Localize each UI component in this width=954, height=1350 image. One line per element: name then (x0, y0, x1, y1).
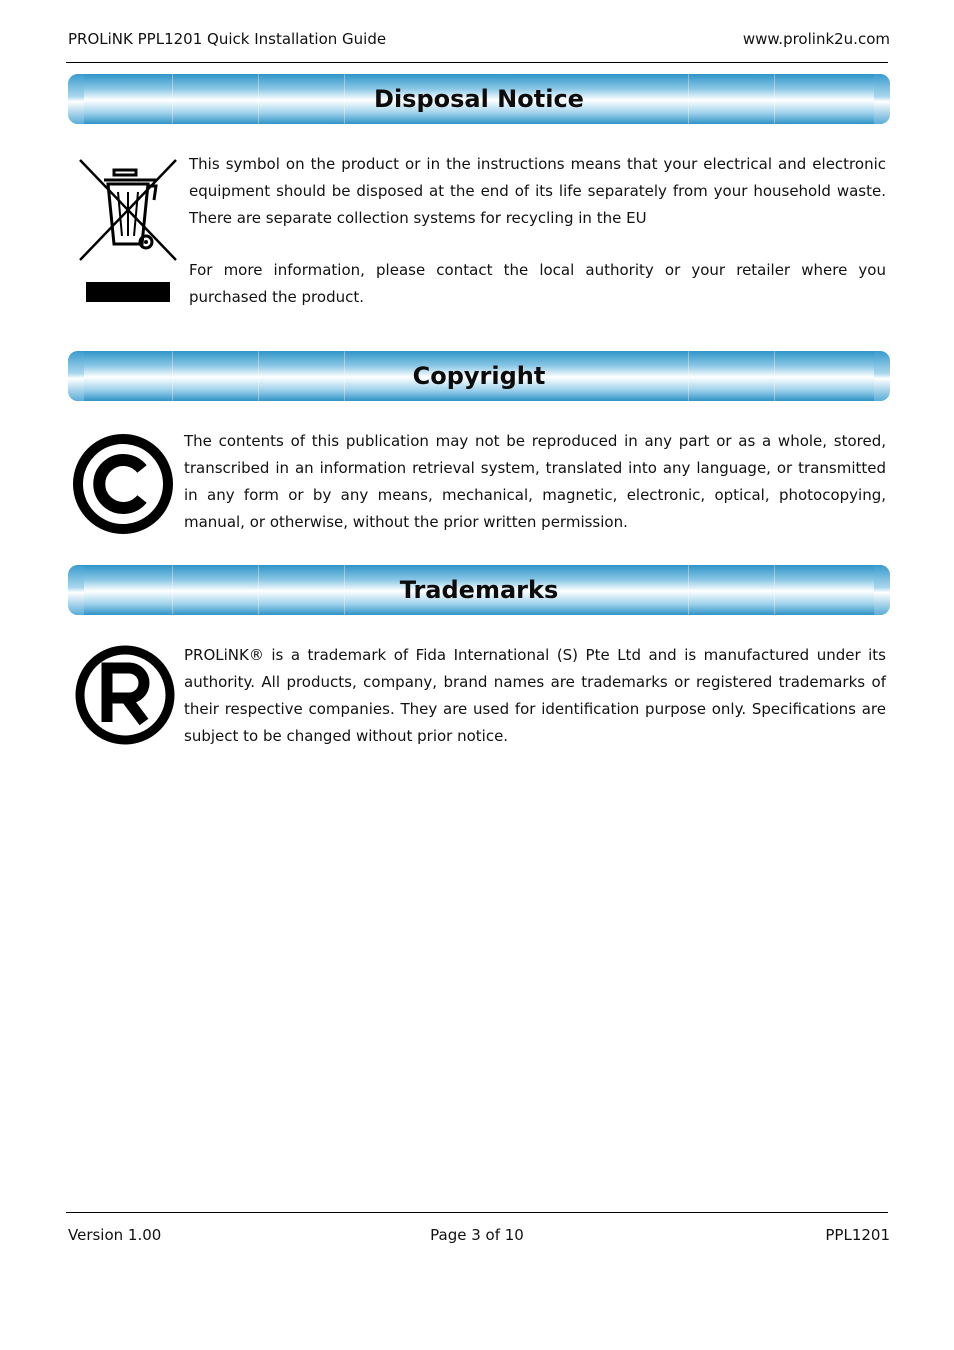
copyright-icon (72, 433, 174, 535)
footer-rule (66, 1212, 888, 1213)
disposal-title: Disposal Notice (374, 85, 584, 113)
registered-trademark-icon (74, 644, 176, 746)
header-rule (66, 62, 888, 63)
footer-version: Version 1.00 (68, 1226, 162, 1244)
trademarks-title: Trademarks (399, 576, 559, 604)
copyright-title: Copyright (412, 362, 546, 390)
footer-model: PPL1201 (825, 1226, 890, 1244)
disposal-paragraph-1: This symbol on the product or in the instructions means that your electrical and electronic equipment should be disposed at the end of its life separately from your household waste. There are separate collection systems for recycling in the EU (189, 155, 886, 227)
copyright-banner (68, 351, 890, 401)
disposal-paragraph-2: For more information, please contact the local authority or your retailer where you purchased the product. (189, 261, 886, 306)
header-website: www.prolink2u.com (742, 30, 890, 48)
trademarks-paragraph: PROLiNK® is a trademark of Fida International (S) Pte Ltd and is manufactured under its authority. All products, company, brand names are trademarks or registered trademarks of their respective companies. They are used for identification purpose only. Specifications are subject to be changed without prior notice. (184, 646, 886, 745)
disposal-banner (68, 74, 890, 124)
header-doc-title: PROLiNK PPL1201 Quick Installation Guide (68, 30, 387, 48)
footer-page-number: Page 3 of 10 (430, 1226, 524, 1244)
trademarks-banner (68, 565, 890, 615)
copyright-paragraph: The contents of this publication may not be reproduced in any part or as a whole, stored, transcribed in an information retrieval system, translated into any language, or transmitted in any form or by any means, mechanical, magnetic, electronic, optical, photocopying, manual, or otherwise, without the prior written permission. (184, 432, 886, 531)
weee-crossed-bin-icon (78, 156, 180, 304)
